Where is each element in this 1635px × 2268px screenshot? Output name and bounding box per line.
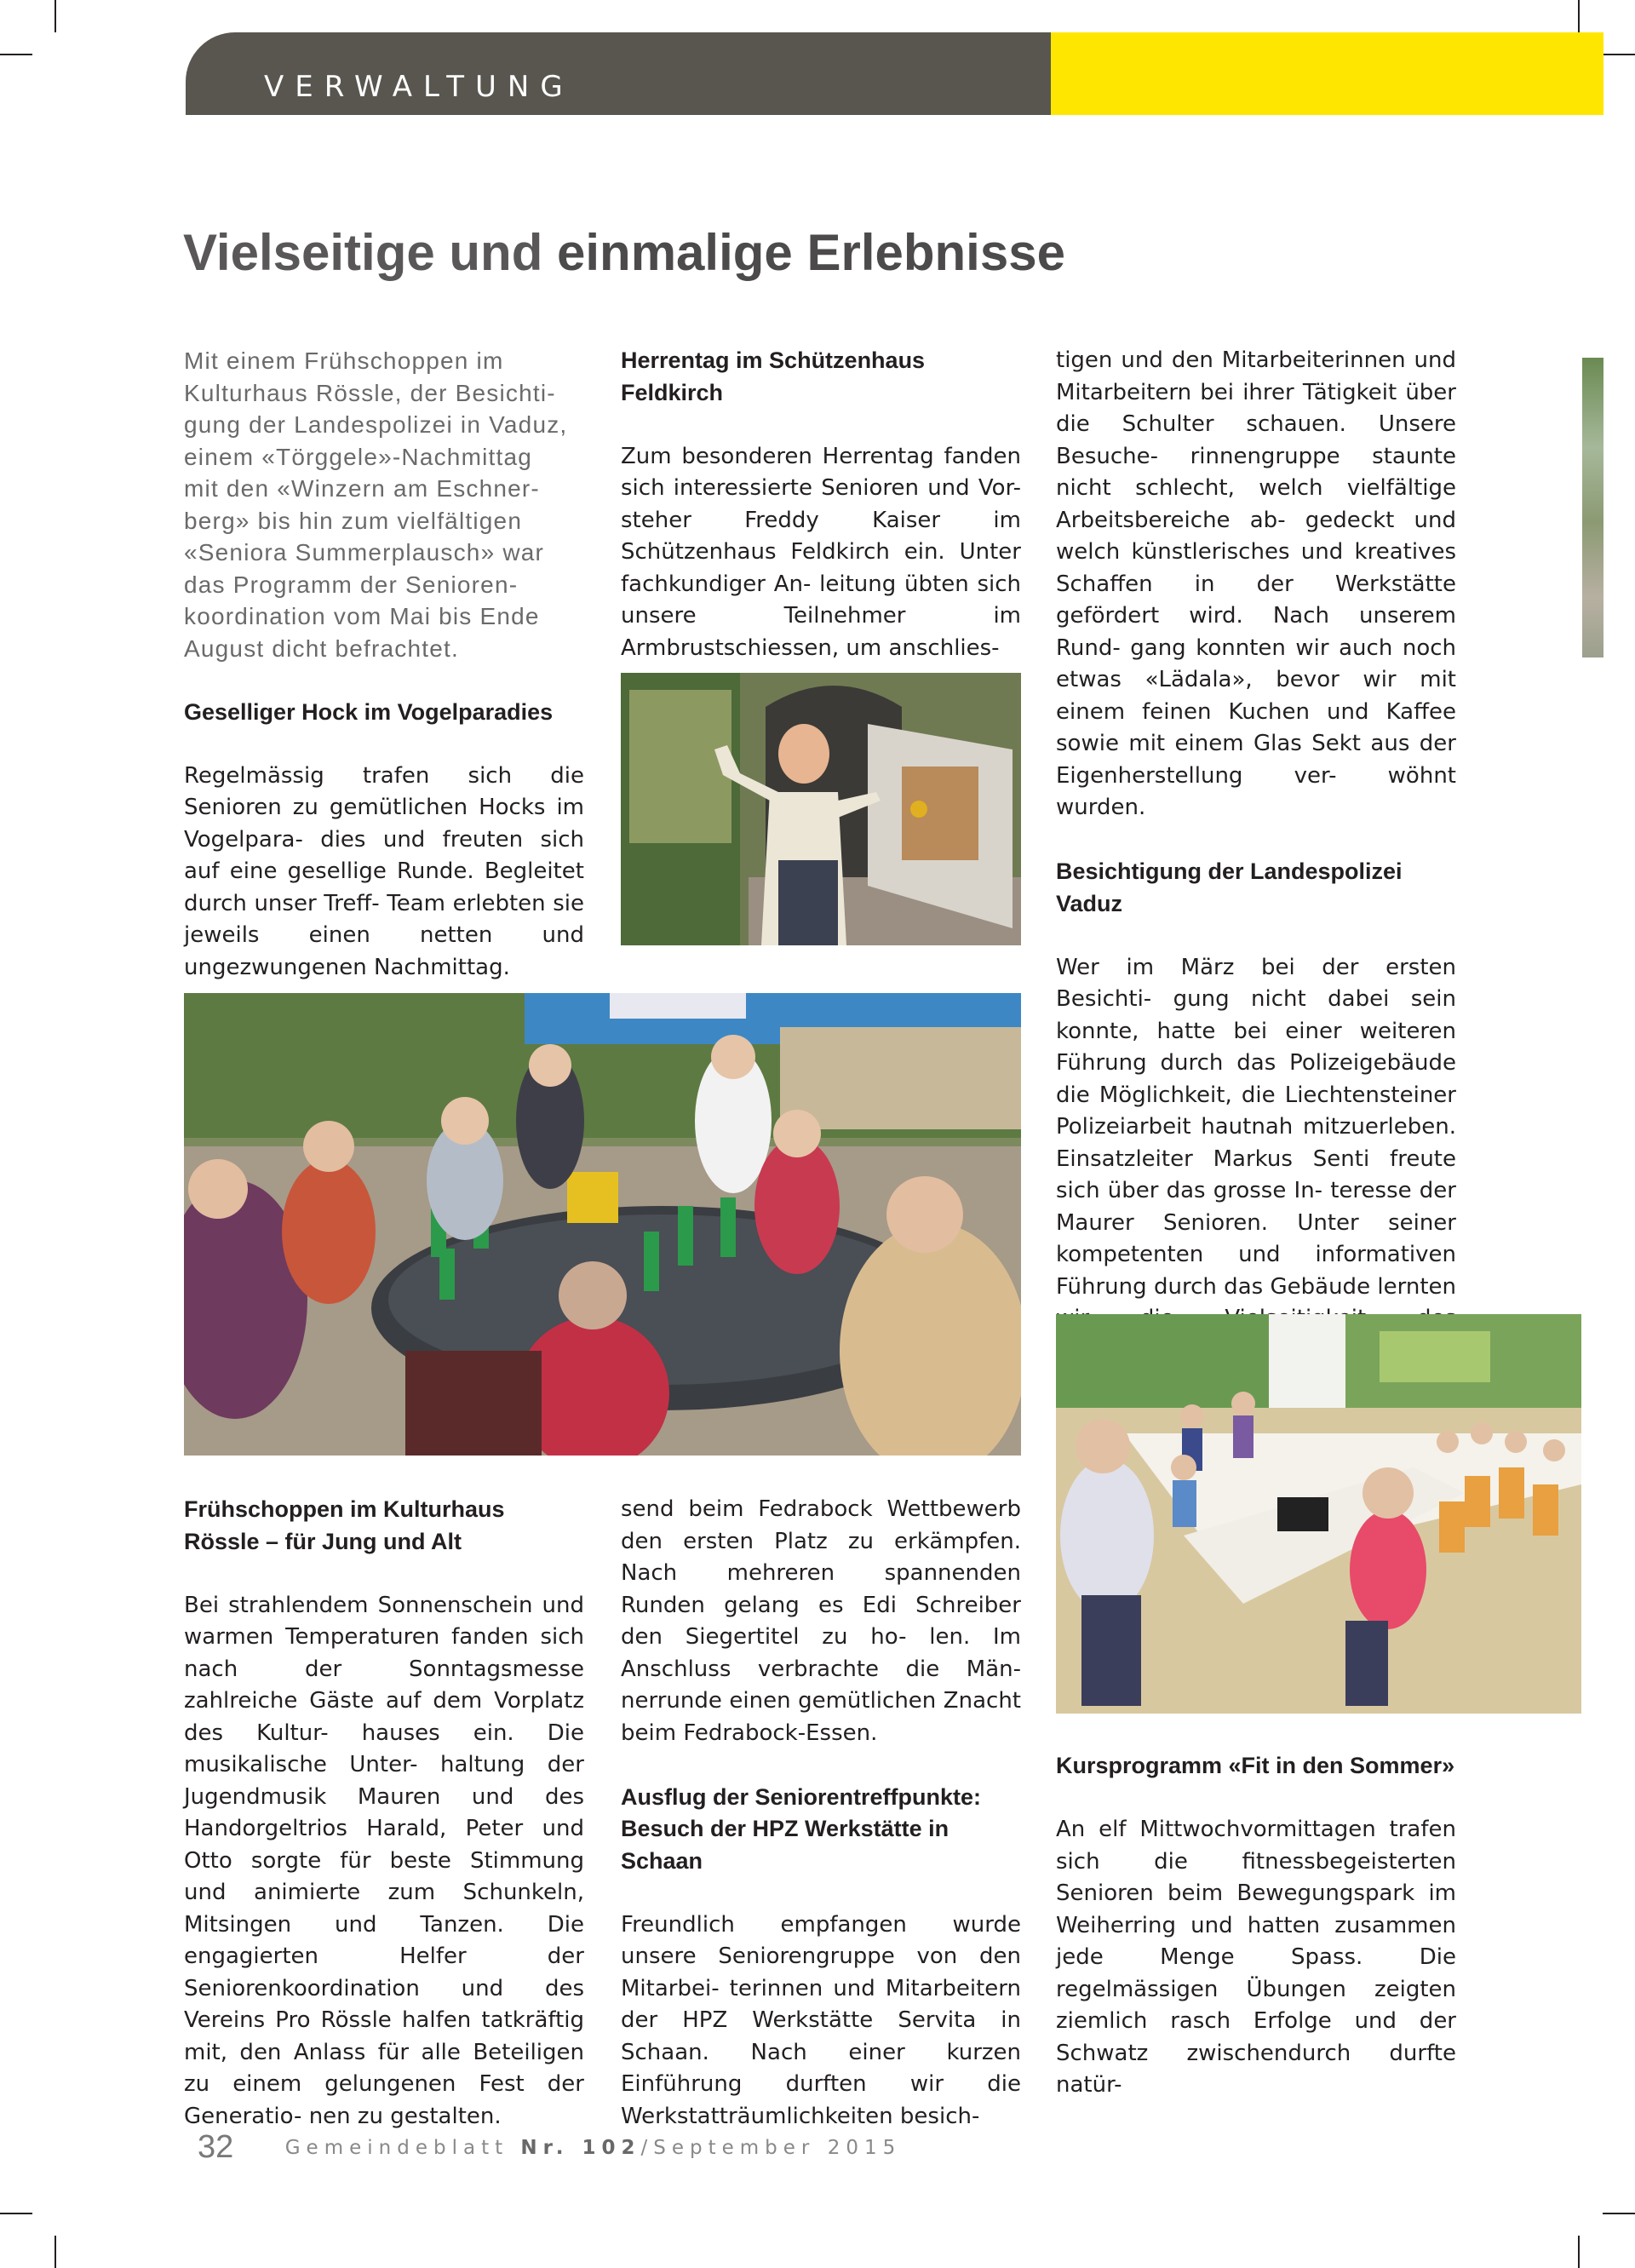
section-heading: Besichtigung der Landespolizei Vaduz [1056,858,1403,916]
paragraph: Bei strahlendem Sonnenschein und warmen Temperaturen fanden sich nach der Sonntagsmesse zahlreiche Gäste auf dem Vorplatz des Kultur- hauses ein. Die musikalische Unter- haltung der Jugendmusik Mauren und des Handorgeltrios Harald, Peter und Otto sorgte für beste Stimmung und animierte zum Schunkeln, Mitsingen und Tanzen. Die engagierten Helfer der Seniorenkoordination und des Vereins Pro Rössle halfen tatkräftig mit, den Anlass für alle Beteiligen zu einem gelungenen Fest der Generatio- nen zu gestalten. [184,1592,584,2129]
section-heading: Geselliger Hock im Vogelparadies [184,698,554,725]
section-heading: Ausflug der Seniorentreffpunkte: Besuch der HPZ Werkstätte in Schaan [621,1783,982,1874]
photo-illustration [1056,1314,1581,1714]
column-1-bottom [184,1494,584,2133]
column-2-top [621,345,1021,664]
page-number: 32 [198,2129,234,2165]
intro-text: Mit einem Frühschoppen im Kulturhaus Rössle, der Besichti- gung der Landespolizei in Vaduz, einem «Törggele»-Nachmittag mit den «Winzern am Eschner- berg» bis hin zum vielfältigen «Seniora Summerplausch» war das Programm der Senioren- koordination vom Mai bis Ende August dicht befrachtet. [184,347,568,662]
crop-mark [0,2213,32,2214]
paragraph: Wer im März bei der ersten Besichti- gung nicht dabei sein konnte, hatte bei einer weiteren Führung durch das Polizeigebäude die Möglichkeit, die Liechtensteiner Polizeiarbeit hautnah mitzuerleben. Einsatzleiter Markus Senti freute sich über das grosse In- teresse der Maurer Senioren. Unter seiner kompetenten und informativen Führung durch das Gebäude lernten [1056,954,1456,1300]
side-photo-strip [1582,358,1603,657]
paragraph: An elf Mittwochvormittagen trafen sich die fitnessbegeisterten Senioren beim Bewegungspark im Weiherring und hatten zusammen jede Menge Spass. Die regelmässigen Übungen zeigten ziemlich rasch Erfolge und der Schwatz zwischendurch durfte natür- [1056,1817,1456,2098]
section-heading: Frühschoppen im Kulturhaus Rössle – für Jung und Alt [184,1496,505,1554]
section-banner-accent [1051,32,1603,115]
crop-mark [0,54,32,55]
section-heading: Kursprogramm «Fit in den Sommer» [1056,1753,1455,1778]
paragraph: Regelmässig trafen sich die Senioren zu gemütlichen Hocks im Vogelpara- dies und freuten sich auf eine gesellige Runde. Begleitet durch unser Treff- Team erlebten sie jeweils einen netten und ungezwungenen Nachmittag. [184,762,584,980]
article-title: Vielseitige und einmalige Erlebnisse [183,224,1065,281]
crop-mark [1603,2213,1635,2214]
column-3-bottom [1056,1750,1456,2102]
section-label: VERWALTUNG [264,70,574,104]
photo-hpz-werkstaette [1056,1314,1581,1714]
paragraph: tigen und den Mitarbeiterinnen und Mitarbeitern bei ihrer Tätigkeit über die Schulter schauen. Unsere Besuche- rinnengruppe staunte nicht schlecht, welch vielfältige Arbeitsbereiche ab- gedeckt und welch künstlerisches und kreatives Schaffen in der Werkstätte gefördert wird. Nach unserem Rund- gang konnten wir auch noch etwas «Lädala», bevor wir mit einem feinen Kuchen und Kaffee sowie mit einem Glas Sekt aus der Eigenherstellung ver- wöhnt wurden. [1056,347,1456,820]
column-3-top [1056,345,1456,1399]
photo-illustration [621,673,1021,945]
page-footer [198,2129,901,2166]
crop-mark [1578,0,1580,32]
column-1-top [184,345,584,984]
column-2-bottom [621,1494,1021,2133]
crop-mark [1578,2236,1580,2268]
paragraph: send beim Fedrabock Wettbewerb den ersten Platz zu erkämpfen. Nach mehreren spannenden Runden gelang es Edi Schreiber den Siegertitel zu ho- len. Im Anschluss verbrachte die Män- nerrunde einen gemütlichen Znacht beim Fedrabock-Essen. [621,1496,1021,1746]
crop-mark [54,0,56,32]
paragraph: Zum besonderen Herrentag fanden sich interessierte Senioren und Vor- steher Freddy Kaiser im Schützenhaus Feldkirch ein. Unter fachkundiger An- leitung übten sich unsere Teilnehmer im Armbrustschiessen, um anschlies- [621,443,1021,661]
crop-mark [54,2236,56,2268]
section-heading: Herrentag im Schützenhaus Feldkirch [621,347,926,405]
publication-info: Gemeindeblatt Nr. 102/September 2015 [284,2136,902,2159]
photo-illustration [184,993,1021,1456]
crop-mark [1603,54,1635,55]
photo-vogelparadies [184,993,1021,1456]
paragraph: Freundlich empfangen wurde unsere Seniorengruppe von den Mitarbei- terinnen und Mitarbeitern der HPZ Werkstätte Servita in Schaan. Nach einer kurzen Einführung durften wir die Werkstatträumlichkeiten besich- [621,1911,1021,2129]
photo-herrentag [621,673,1021,945]
